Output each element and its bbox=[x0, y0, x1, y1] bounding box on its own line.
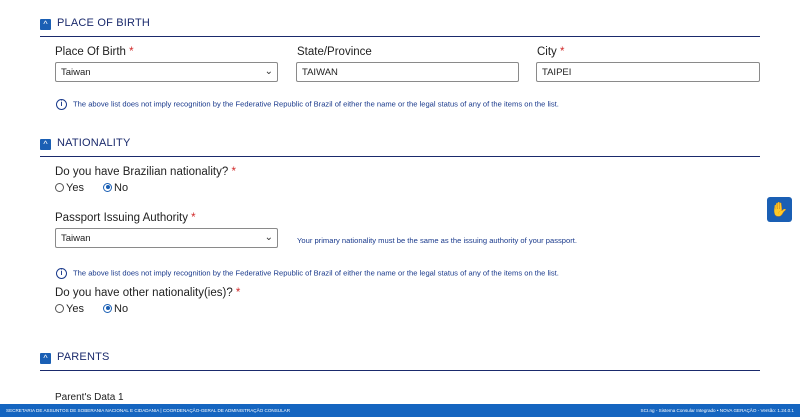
section-place-of-birth bbox=[40, 16, 760, 37]
footer-left-text: SECRETARIA DE ASSUNTOS DE SOBERANIA NACIONAL E CIDADANIA | COORDENAÇÃO-GERAL DE ADMINISTRAÇÃO CONSULAR bbox=[6, 408, 291, 413]
section-nationality bbox=[40, 136, 760, 157]
chevron-down-icon: ⌄ bbox=[264, 66, 273, 77]
radio-label: No bbox=[114, 182, 129, 194]
place-of-birth-select[interactable] bbox=[55, 62, 278, 82]
section-parents bbox=[40, 350, 760, 371]
footer-right-text: SCI.ng - Sistema Consular Integrado • NOVA GERAÇÃO - Versão: 1.24.0.1 bbox=[640, 408, 794, 413]
radio-label: No bbox=[114, 303, 129, 315]
required-mark: * bbox=[191, 212, 196, 224]
label-text: Do you have Brazilian nationality? bbox=[55, 166, 229, 178]
place-of-birth-label bbox=[55, 46, 134, 58]
required-mark: * bbox=[231, 166, 236, 178]
label-text: City bbox=[537, 46, 557, 58]
info-text: The above list does not imply recognition by the Federative Republic of Brazil of either the name or the legal status of any of the items on the list. bbox=[73, 268, 559, 278]
info-icon: i bbox=[56, 268, 67, 279]
passport-authority-label bbox=[55, 212, 196, 224]
info-note bbox=[56, 268, 559, 279]
passport-authority-select[interactable] bbox=[55, 228, 278, 248]
radio-yes[interactable] bbox=[55, 182, 84, 194]
info-text: The above list does not imply recognition by the Federative Republic of Brazil of either the name or the legal status of any of the items on the list. bbox=[73, 99, 559, 109]
section-title: PLACE OF BIRTH bbox=[57, 17, 151, 29]
required-mark: * bbox=[235, 287, 241, 299]
input-value: TAIWAN bbox=[302, 67, 338, 78]
radio-circle-checked[interactable] bbox=[103, 183, 112, 192]
chevron-down-icon: ⌄ bbox=[264, 232, 273, 243]
section-title: PARENTS bbox=[57, 351, 110, 363]
select-value: Taiwan bbox=[61, 67, 91, 78]
collapse-toggle-icon[interactable]: ^ bbox=[40, 19, 51, 30]
city-input[interactable] bbox=[536, 62, 760, 82]
other-nationality-radios bbox=[55, 303, 144, 315]
label-text: Place Of Birth bbox=[55, 46, 126, 58]
info-note bbox=[56, 99, 559, 110]
parent-data-1-label: Parent's Data 1 bbox=[55, 392, 124, 403]
radio-yes[interactable] bbox=[55, 303, 84, 315]
radio-label: Yes bbox=[66, 182, 84, 194]
footer-bar bbox=[0, 404, 800, 417]
radio-circle-checked[interactable] bbox=[103, 304, 112, 313]
other-nationality-question bbox=[55, 287, 240, 299]
hand-sign-icon: ✋ bbox=[770, 201, 789, 217]
radio-circle[interactable] bbox=[55, 304, 64, 313]
required-mark: * bbox=[560, 46, 565, 58]
city-label bbox=[537, 46, 565, 58]
brazilian-nationality-question bbox=[55, 166, 236, 178]
label-text: Do you have other nationality(ies)? bbox=[55, 287, 233, 299]
select-value: Taiwan bbox=[61, 233, 91, 244]
state-province-label: State/Province bbox=[297, 46, 372, 58]
radio-label: Yes bbox=[66, 303, 84, 315]
radio-no[interactable] bbox=[103, 182, 128, 194]
passport-note: Your primary nationality must be the same as the issuing authority of your passport. bbox=[297, 236, 577, 245]
info-icon: i bbox=[56, 99, 67, 110]
label-text: Passport Issuing Authority bbox=[55, 212, 188, 224]
section-title: NATIONALITY bbox=[57, 137, 131, 149]
radio-circle[interactable] bbox=[55, 183, 64, 192]
input-value: TAIPEI bbox=[542, 67, 572, 78]
required-mark: * bbox=[129, 46, 134, 58]
collapse-toggle-icon[interactable]: ^ bbox=[40, 139, 51, 150]
collapse-toggle-icon[interactable]: ^ bbox=[40, 353, 51, 364]
radio-no[interactable] bbox=[103, 303, 128, 315]
state-province-input[interactable] bbox=[296, 62, 519, 82]
brazilian-nationality-radios bbox=[55, 182, 144, 194]
accessibility-button[interactable] bbox=[767, 197, 792, 222]
